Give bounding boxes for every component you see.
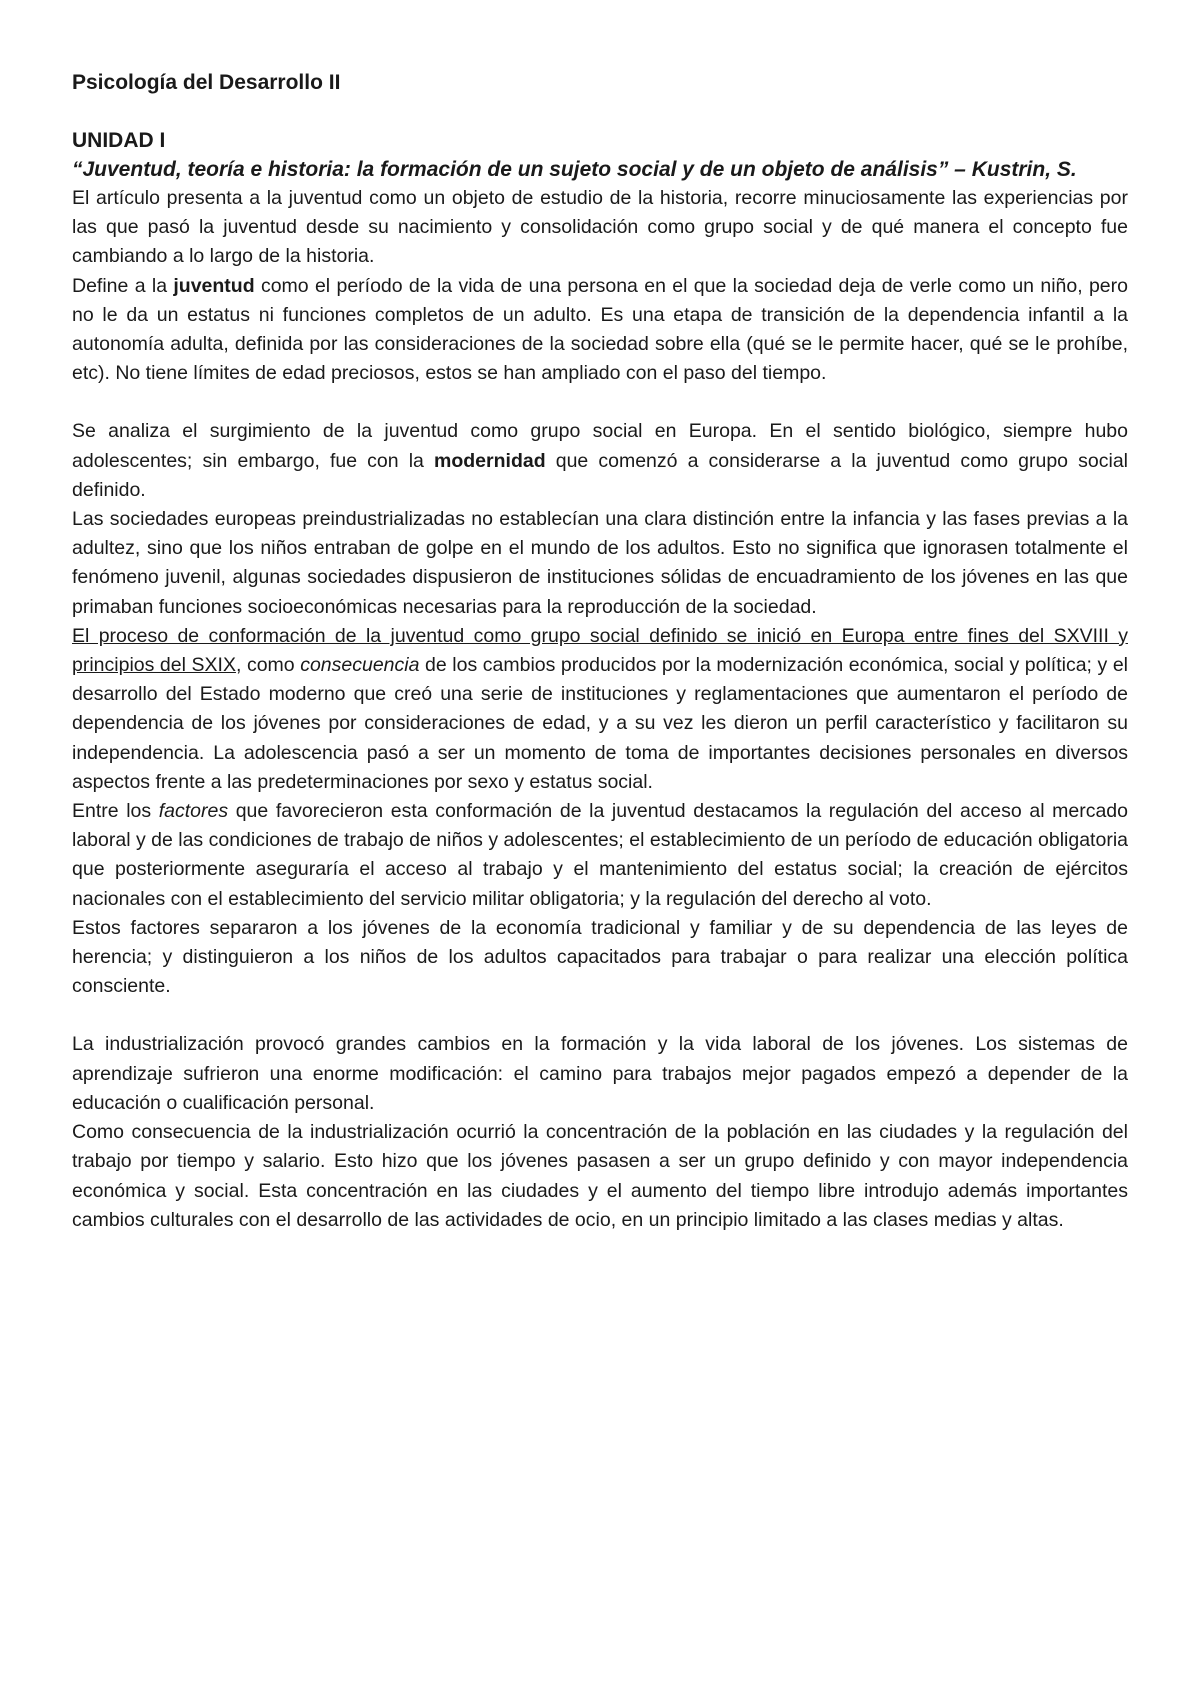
paragraph-definition xyxy=(72,272,1128,389)
paragraph-preindustrial: Las sociedades europeas preindustrializadas no establecían una clara distinción entre la infancia y las fases previas a la adultez, sino que los niños entraban de golpe en el mundo de los adultos. Esto no significa que ignorasen totalmente el fenómeno juvenil, algunas sociedades dispusieron de instituciones sólidas de encuadramiento de los jóvenes en las que primaban funciones socioeconómicas necesarias para la reproducción de la sociedad. xyxy=(72,508,1128,618)
term-modernidad: modernidad xyxy=(434,449,546,472)
paragraph-factors-text-a: Entre los xyxy=(72,800,159,823)
term-factores: factores xyxy=(158,800,229,823)
paragraph-factors-text-c: que favorecieron esta conformación de la juventud destacamos la regulación del acceso al mercado laboral y de las condiciones de trabajo de niños y adolescentes; el establecimiento de un período de educación obligatoria que posteriormente aseguraría el acceso al trabajo y el mantenimiento del estatus social; la creación de ejércitos nacionales con el establecimiento del servicio militar obligatoria; y la regulación del derecho al voto. xyxy=(72,800,1128,910)
paragraph-factors xyxy=(72,797,1128,914)
article-title: “Juventud, teoría e historia: la formación de un sujeto social y de un objeto de análisis” – Kustrin, S. xyxy=(72,158,1077,181)
term-juventud: juventud xyxy=(173,274,255,297)
unit-heading: UNIDAD I xyxy=(72,129,166,152)
paragraph-emergence-text-c: que comenzó a considerarse a la juventud como grupo social definido. xyxy=(72,449,1128,501)
paragraph-gap xyxy=(72,1001,1128,1030)
paragraph-process xyxy=(72,622,1128,797)
underlined-statement: El proceso de conformación de la juventud como grupo social definido se inició en Europa entre fines del SXVIII y principios del SXIX xyxy=(72,624,1128,677)
paragraph-definition-text-c: como el período de la vida de una persona en el que la sociedad deja de verle como un niño, pero no le da un estatus ni funciones completos de un adulto. Es una etapa de transición de la dependencia infantil a la autonomía adulta, definida por las consideraciones de la sociedad sobre ella (qué se le permite hacer, qué se le prohíbe, etc). No tiene límites de edad preciosos, estos se han ampliado con el paso del tiempo. xyxy=(72,274,1128,385)
paragraph-intro: El artículo presenta a la juventud como un objeto de estudio de la historia, recorre minuciosamente las experiencias por las que pasó la juventud desde su nacimiento y consolidación como grupo social y de qué manera el concepto fue cambiando a lo largo de la historia. xyxy=(72,187,1128,268)
term-consecuencia: consecuencia xyxy=(300,654,420,677)
paragraph-gap xyxy=(72,388,1128,417)
document-title: Psicología del Desarrollo II xyxy=(72,71,341,94)
paragraph-emergence xyxy=(72,417,1128,505)
paragraph-urbanization: Como consecuencia de la industrialización ocurrió la concentración de la población en las ciudades y la regulación del trabajo por tiempo y salario. Esto hizo que los jóvenes pasasen a ser un grupo definido y con mayor independencia económica y social. Esta concentración en las ciudades y el aumento del tiempo libre introdujo además importantes cambios culturales con el desarrollo de las actividades de ocio, en un principio limitado a las clases medias y altas. xyxy=(72,1121,1128,1231)
paragraph-industrialization: La industrialización provocó grandes cambios en la formación y la vida laboral de los jóvenes. Los sistemas de aprendizaje sufrieron una enorme modificación: el camino para trabajos mejor pagados empezó a depender de la educación o cualificación personal. xyxy=(72,1033,1128,1114)
paragraph-process-text-d: de los cambios producidos por la modernización económica, social y política; y el desarrollo del Estado moderno que creó una serie de instituciones y reglamentaciones que aumentaron el período de dependencia de los jóvenes por consideraciones de edad, y a su vez les dieron un perfil característico y facilitaron su independencia. La adolescencia pasó a ser un momento de toma de importantes decisiones personales en diversos aspectos frente a las predeterminaciones por sexo y estatus social. xyxy=(72,654,1129,793)
paragraph-process-text-b: , como xyxy=(235,654,301,677)
paragraph-separation: Estos factores separaron a los jóvenes de la economía tradicional y familiar y de su dependencia de las leyes de herencia; y distinguieron a los niños de los adultos capacitados para trabajar o para realizar una elección política consciente. xyxy=(72,916,1128,998)
paragraph-emergence-text-a: Se analiza el surgimiento de la juventud como grupo social en Europa. En el sentido biológico, siempre hubo adolescentes; sin embargo, fue con la xyxy=(72,420,1128,472)
paragraph-definition-text-a: Define a la xyxy=(72,274,174,297)
